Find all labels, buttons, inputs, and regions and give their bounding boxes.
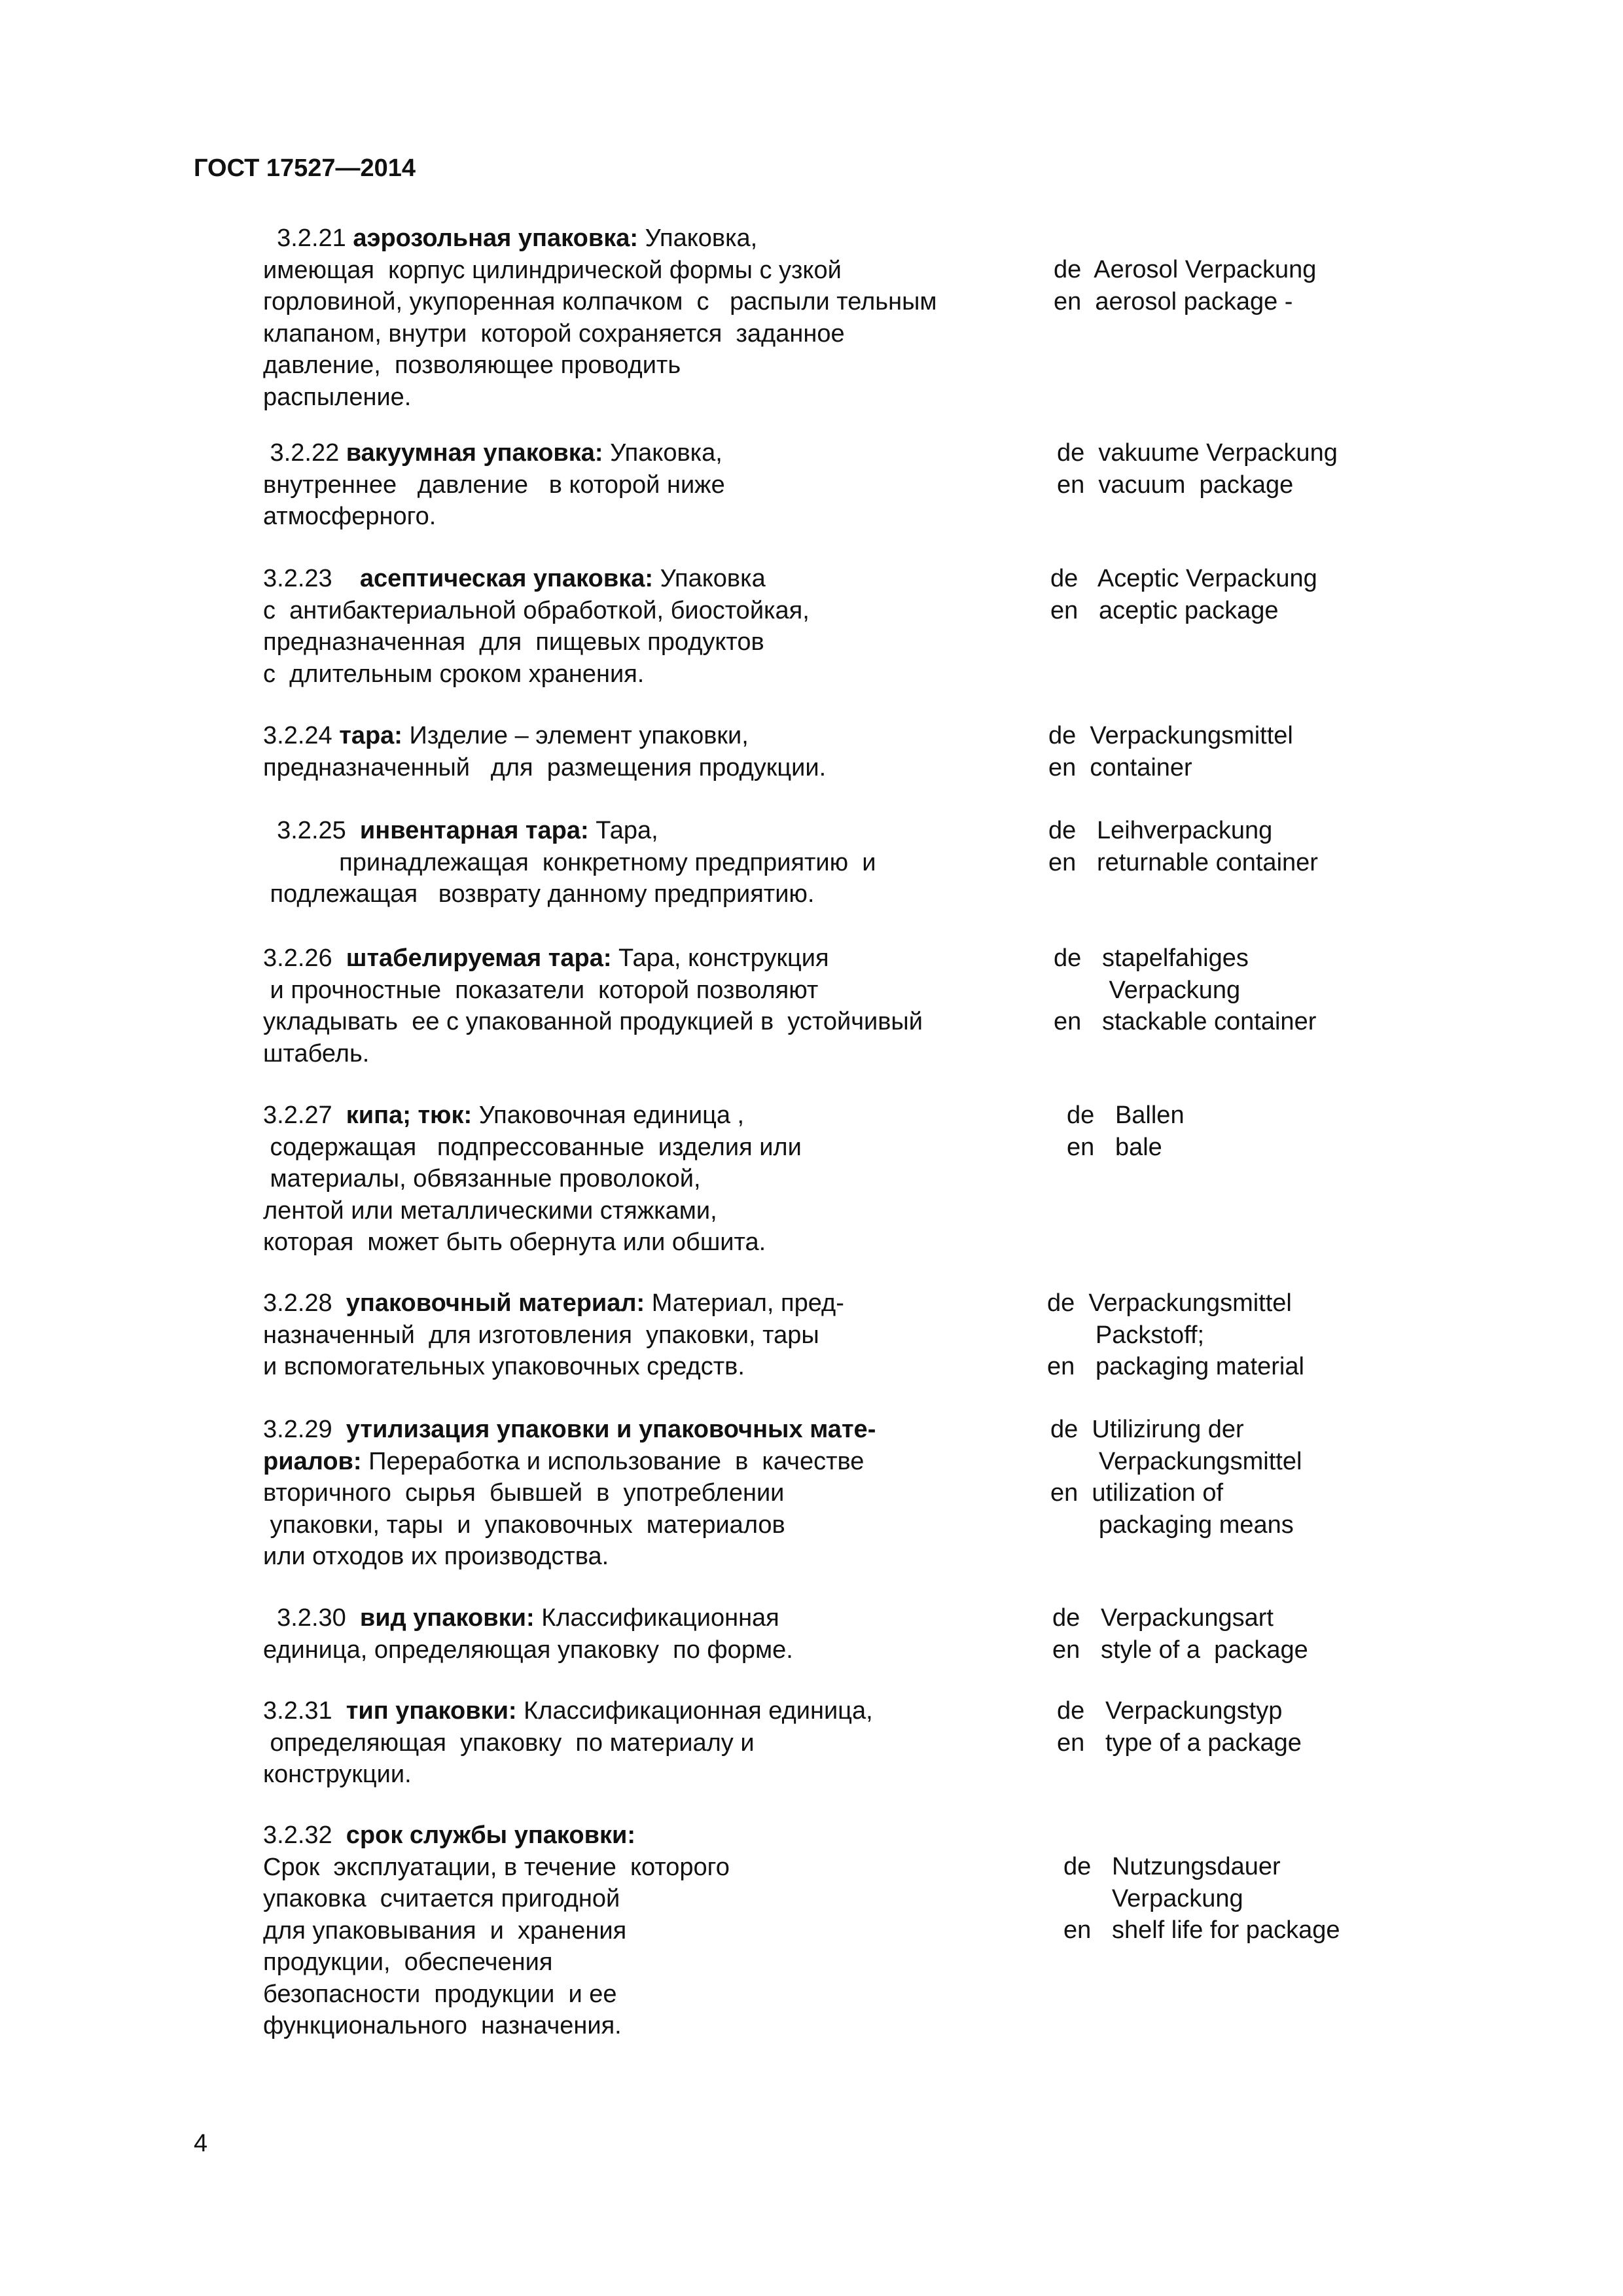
- translation-line: de Verpackungsmittel: [1047, 1289, 1292, 1317]
- definition-line: [263, 1287, 1035, 1319]
- definition-text: которая может быть обернута или обшита.: [263, 1229, 766, 1256]
- definition-line: [263, 1477, 1035, 1509]
- term-translations: [1054, 942, 1316, 1038]
- term-definition: [263, 563, 1035, 690]
- definition-text: предназначенный для размещения продукции.: [263, 753, 827, 781]
- term-definition: [263, 1695, 1035, 1791]
- term-definition: [263, 1287, 1035, 1383]
- translation-line: packaging means: [1050, 1511, 1294, 1539]
- definition-text: 3.2.32: [263, 1821, 346, 1849]
- definition-text: 3.2.26: [263, 944, 346, 972]
- definition-line: [263, 1414, 1035, 1446]
- translation-line: Verpackungsmittel: [1050, 1447, 1302, 1475]
- definition-text: с длительным сроком хранения.: [263, 660, 645, 688]
- term-name: штабелируемая тара:: [346, 944, 612, 972]
- definition-line: [263, 350, 1035, 382]
- definition-text: лентой или металлическими стяжками,: [263, 1196, 717, 1225]
- definition-text: принадлежащая конкретному предприятию и: [263, 848, 876, 876]
- definition-text: Упаковочная единица ,: [472, 1102, 745, 1129]
- definition-text: Упаковка,: [603, 439, 722, 467]
- translation-line: de Utilizirung der: [1050, 1416, 1244, 1443]
- definition-text: 3.2.28: [263, 1289, 346, 1317]
- definition-line: [263, 563, 1035, 595]
- document-header: ГОСТ 17527—2014: [194, 154, 416, 182]
- definition-text: Тара,: [588, 817, 658, 844]
- term-translations: [1057, 1695, 1302, 1759]
- definition-line: [263, 847, 1035, 879]
- definition-line: [263, 1132, 1035, 1164]
- translation-line: en type of a package: [1057, 1729, 1302, 1757]
- definition-line: [263, 437, 1035, 469]
- definition-line: [263, 1852, 1035, 1884]
- definition-line: [263, 1759, 1035, 1791]
- definition-text: с антибактериальной обработкой, биостойкая,: [263, 596, 810, 624]
- term-translations: [1054, 254, 1316, 317]
- definition-text: 3.2.27: [263, 1102, 346, 1129]
- definition-text: Упаковка: [653, 565, 766, 592]
- definition-line: [263, 1006, 1035, 1038]
- translation-line: en aerosol package -: [1054, 287, 1293, 315]
- term-translations: [1048, 720, 1293, 783]
- definition-line: [263, 815, 1035, 847]
- definition-text: 3.2.21: [263, 224, 353, 252]
- translation-line: en container: [1048, 753, 1192, 781]
- term-name: вакуумная упаковка:: [346, 439, 603, 467]
- definition-line: [263, 626, 1035, 658]
- definition-text: 3.2.29: [263, 1416, 346, 1443]
- definition-text: продукции, обеспечения: [263, 1948, 553, 1976]
- definition-text: содержащая подпрессованные изделия или: [263, 1133, 802, 1161]
- term-name: вид упаковки:: [359, 1604, 535, 1632]
- definition-text: 3.2.23: [263, 565, 360, 592]
- definition-text: для упаковывания и хранения: [263, 1916, 627, 1945]
- definition-line: [263, 1319, 1035, 1352]
- definition-line: [263, 658, 1035, 691]
- definition-text: предназначенная для пищевых продуктов: [263, 628, 764, 656]
- definition-line: [263, 255, 1035, 287]
- definition-text: Срок эксплуатации, в течение которого: [263, 1853, 730, 1881]
- term-translations: [1057, 437, 1338, 501]
- translation-line: en utilization of: [1050, 1479, 1224, 1507]
- definition-line: [263, 1351, 1035, 1383]
- term-definition: [263, 815, 1035, 910]
- translation-line: de Verpackungstyp: [1057, 1697, 1283, 1725]
- term-translations: [1050, 1414, 1302, 1541]
- term-definition: [263, 1820, 1035, 2042]
- definition-text: материалы, обвязанные проволокой,: [263, 1165, 701, 1193]
- translation-line: en packaging material: [1047, 1353, 1304, 1380]
- definition-text: распыление.: [263, 383, 412, 411]
- definition-text: клапаном, внутри которой сохраняется заданное: [263, 319, 845, 348]
- definition-line: [263, 2010, 1035, 2042]
- term-definition: [263, 942, 1035, 1069]
- term-name: утилизация упаковки и упаковочных мате-: [346, 1416, 876, 1443]
- translation-line: de vakuume Verpackung: [1057, 439, 1338, 467]
- translation-line: en stackable container: [1054, 1008, 1317, 1035]
- definition-line: [263, 223, 1035, 255]
- definition-line: [263, 1915, 1035, 1947]
- definition-line: [263, 469, 1035, 501]
- page-number: 4: [194, 2130, 208, 2157]
- term-translations: [1047, 1287, 1304, 1383]
- translation-line: de Nutzungsdauer: [1063, 1853, 1281, 1880]
- definition-line: [263, 1820, 1035, 1852]
- translation-line: en bale: [1067, 1133, 1162, 1161]
- definition-text: Материал, пред-: [645, 1289, 844, 1317]
- definition-line: [263, 1038, 1035, 1070]
- translation-line: de Aceptic Verpackung: [1050, 565, 1317, 592]
- term-name: тип упаковки:: [346, 1697, 517, 1725]
- term-translations: [1063, 1851, 1340, 1946]
- definition-line: [263, 1100, 1035, 1132]
- definition-line: [263, 1979, 1035, 2011]
- translation-line: de stapelfahiges: [1054, 944, 1249, 972]
- definition-text: 3.2.25: [263, 817, 360, 844]
- term-translations: [1048, 815, 1318, 878]
- definition-line: [263, 720, 1035, 752]
- translation-line: en style of a package: [1052, 1636, 1308, 1664]
- definition-text: функционального назначения.: [263, 2012, 622, 2039]
- definition-line: [263, 1602, 1035, 1634]
- definition-line: [263, 501, 1035, 533]
- definition-text: вторичного сырья бывшей в употреблении: [263, 1479, 785, 1507]
- definition-text: Переработка и использование в качестве: [361, 1447, 865, 1475]
- definition-line: [263, 975, 1035, 1007]
- definition-line: [263, 318, 1035, 350]
- definition-text: и вспомогательных упаковочных средств.: [263, 1353, 745, 1380]
- definition-text: 3.2.24: [263, 722, 340, 749]
- definition-text: внутреннее давление в которой ниже: [263, 471, 725, 499]
- definition-text: Классификационная: [534, 1604, 779, 1632]
- term-definition: [263, 1602, 1035, 1666]
- definition-line: [263, 595, 1035, 627]
- definition-text: 3.2.22: [263, 439, 346, 467]
- definition-line: [263, 1195, 1035, 1227]
- definition-text: конструкции.: [263, 1761, 412, 1788]
- definition-text: имеющая корпус цилиндрической формы с узкой: [263, 256, 842, 284]
- definition-line: [263, 752, 1035, 784]
- term-name: асептическая упаковка:: [359, 565, 654, 592]
- translation-line: de Verpackungsmittel: [1048, 722, 1293, 749]
- definition-text: определяющая упаковку по материалу и: [263, 1729, 755, 1757]
- term-name: упаковочный материал:: [346, 1289, 645, 1317]
- definition-text: Изделие – элемент упаковки,: [402, 722, 749, 749]
- term-name: кипа; тюк:: [346, 1102, 473, 1129]
- translation-line: en shelf life for package: [1063, 1916, 1340, 1944]
- translation-line: Verpackung: [1063, 1884, 1243, 1912]
- term-translations: [1052, 1602, 1308, 1666]
- translation-line: de Ballen: [1067, 1102, 1185, 1129]
- term-translations: [1067, 1100, 1185, 1163]
- definition-text: 3.2.31: [263, 1697, 346, 1725]
- term-definition: [263, 223, 1035, 413]
- term-name: срок службы упаковки:: [346, 1821, 636, 1849]
- translation-line: en vacuum package: [1057, 471, 1294, 499]
- definition-text: горловиной, укупоренная колпачком с распыли тельным: [263, 288, 937, 315]
- definition-text: назначенный для изготовления упаковки, тары: [263, 1321, 819, 1349]
- term-translations: [1050, 563, 1317, 626]
- translation-line: Verpackung: [1054, 976, 1241, 1004]
- term-name: тара:: [339, 722, 402, 749]
- definition-line: [263, 1509, 1035, 1541]
- term-definition: [263, 1414, 1035, 1573]
- definition-text: Упаковка,: [638, 224, 758, 252]
- definition-text: 3.2.30: [263, 1604, 360, 1632]
- translation-line: de Verpackungsart: [1052, 1604, 1274, 1632]
- definition-text: безопасности продукции и ее: [263, 1980, 617, 2008]
- term-name: аэрозольная упаковка:: [353, 224, 639, 252]
- definition-line: [263, 1163, 1035, 1195]
- translation-line: de Aerosol Verpackung: [1054, 256, 1317, 283]
- definition-text: и прочностные показатели которой позволяют: [263, 976, 819, 1004]
- translation-line: en returnable container: [1048, 848, 1318, 876]
- definition-text: Классификационная единица,: [516, 1697, 873, 1725]
- term-definition: [263, 720, 1035, 783]
- definition-line: [263, 1634, 1035, 1666]
- term-name: риалов:: [263, 1447, 362, 1475]
- definition-line: [263, 942, 1035, 975]
- definition-line: [263, 1541, 1035, 1573]
- definition-text: или отходов их производства.: [263, 1543, 609, 1570]
- translation-line: de Leihverpackung: [1048, 817, 1273, 844]
- definition-text: Тара, конструкция: [611, 944, 829, 972]
- definition-line: [263, 1727, 1035, 1759]
- translation-line: en aceptic package: [1050, 596, 1279, 624]
- definition-line: [263, 878, 1035, 910]
- definition-line: [263, 1695, 1035, 1727]
- definition-line: [263, 1946, 1035, 1979]
- definition-line: [263, 1883, 1035, 1915]
- definition-text: единица, определяющая упаковку по форме.: [263, 1636, 793, 1664]
- definition-line: [263, 286, 1035, 318]
- definition-text: атмосферного.: [263, 503, 437, 530]
- definition-text: упаковки, тары и упаковочных материалов: [263, 1511, 785, 1539]
- term-definition: [263, 437, 1035, 533]
- translation-line: Packstoff;: [1047, 1321, 1205, 1349]
- definition-text: штабель.: [263, 1039, 370, 1067]
- term-definition: [263, 1100, 1035, 1259]
- definition-line: [263, 1446, 1035, 1478]
- definition-text: подлежащая возврату данному предприятию.: [263, 880, 815, 908]
- definition-text: давление, позволяющее проводить: [263, 351, 681, 379]
- definition-line: [263, 382, 1035, 414]
- term-name: инвентарная тара:: [359, 817, 589, 844]
- definition-text: укладывать ее с упакованной продукцией в устойчивый: [263, 1008, 923, 1035]
- definition-line: [263, 1227, 1035, 1259]
- definition-text: упаковка считается пригодной: [263, 1885, 620, 1912]
